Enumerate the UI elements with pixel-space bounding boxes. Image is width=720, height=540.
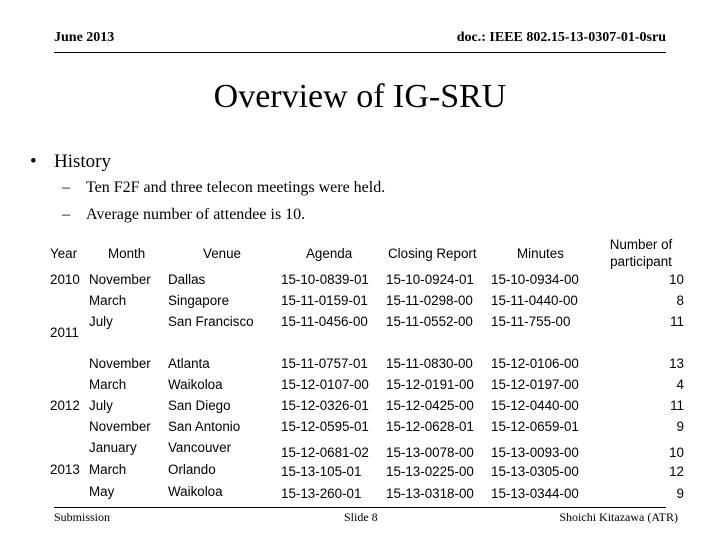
footer-submission: Submission bbox=[54, 510, 111, 524]
cell-month: November bbox=[89, 272, 151, 287]
cell-minutes: 15-12-0106-00 bbox=[491, 356, 579, 371]
cell-venue: Atlanta bbox=[168, 356, 210, 371]
cell-minutes: 15-11-0440-00 bbox=[491, 293, 578, 308]
cell-venue: Waikoloa bbox=[168, 377, 223, 392]
sub-bullet-text: Average number of attendee is 10. bbox=[86, 206, 306, 223]
cell-minutes: 15-13-0305-00 bbox=[491, 464, 579, 479]
cell-venue: San Diego bbox=[168, 398, 231, 413]
cell-month: March bbox=[89, 377, 127, 392]
cell-month: July bbox=[89, 314, 113, 329]
cell-month: November bbox=[89, 356, 151, 371]
cell-participants: 12 bbox=[669, 464, 684, 479]
col-header-month: Month bbox=[108, 246, 146, 261]
col-header-closing-report: Closing Report bbox=[388, 246, 477, 261]
footer-slide-number: Slide 8 bbox=[344, 510, 378, 524]
cell-agenda: 15-11-0757-01 bbox=[281, 356, 368, 371]
dash-icon: – bbox=[62, 206, 70, 223]
cell-participants: 10 bbox=[669, 445, 684, 460]
cell-participants: 4 bbox=[676, 377, 684, 392]
col-header-venue: Venue bbox=[203, 246, 241, 261]
cell-month: March bbox=[89, 462, 127, 477]
cell-agenda: 15-12-0326-01 bbox=[281, 398, 369, 413]
bullet-history-text: History bbox=[54, 151, 111, 172]
cell-agenda: 15-13-105-01 bbox=[281, 464, 362, 479]
cell-venue: San Antonio bbox=[168, 419, 241, 434]
header-date: June 2013 bbox=[54, 30, 115, 45]
footer-author: Shoichi Kitazawa (ATR) bbox=[559, 510, 678, 524]
bullet-dot-icon: • bbox=[30, 151, 37, 172]
cell-closing-report: 15-11-0830-00 bbox=[386, 356, 473, 371]
cell-minutes: 15-10-0934-00 bbox=[491, 272, 579, 287]
sub-bullet bbox=[62, 206, 305, 224]
col-header-agenda: Agenda bbox=[306, 246, 353, 261]
cell-venue: Dallas bbox=[168, 272, 206, 287]
cell-agenda: 15-11-0456-00 bbox=[281, 314, 368, 329]
cell-closing-report: 15-12-0191-00 bbox=[386, 377, 474, 392]
bullet-history bbox=[30, 151, 111, 173]
cell-agenda: 15-12-0107-00 bbox=[281, 377, 369, 392]
cell-agenda: 15-10-0839-01 bbox=[281, 272, 369, 287]
footer-rule bbox=[54, 507, 666, 508]
col-header-participants-line2: participant bbox=[610, 254, 672, 269]
dash-icon: – bbox=[62, 179, 70, 196]
cell-minutes: 15-13-0093-00 bbox=[491, 445, 579, 460]
cell-venue: Waikoloa bbox=[168, 484, 223, 499]
cell-minutes: 15-11-755-00 bbox=[491, 314, 571, 329]
cell-participants: 10 bbox=[669, 272, 684, 287]
sub-bullet-text: Ten F2F and three telecon meetings were held. bbox=[86, 179, 386, 196]
cell-closing-report: 15-13-0078-00 bbox=[386, 445, 474, 460]
cell-venue: Vancouver bbox=[168, 440, 232, 455]
cell-participants: 11 bbox=[670, 398, 684, 413]
cell-month: January bbox=[89, 440, 137, 455]
cell-year: 2013 bbox=[50, 462, 80, 477]
cell-minutes: 15-12-0440-00 bbox=[491, 398, 579, 413]
cell-month: March bbox=[89, 293, 127, 308]
cell-month: November bbox=[89, 419, 151, 434]
cell-participants: 11 bbox=[670, 314, 684, 329]
col-header-year: Year bbox=[50, 246, 78, 261]
cell-participants: 9 bbox=[676, 419, 684, 434]
cell-year: 2012 bbox=[50, 398, 80, 413]
sub-bullet bbox=[62, 179, 385, 197]
cell-minutes: 15-12-0659-01 bbox=[491, 419, 579, 434]
cell-closing-report: 15-11-0298-00 bbox=[386, 293, 473, 308]
cell-month: May bbox=[89, 484, 115, 499]
cell-closing-report: 15-13-0318-00 bbox=[386, 486, 474, 501]
cell-year: 2010 bbox=[50, 272, 80, 287]
cell-participants: 9 bbox=[676, 486, 684, 501]
header-doc-id: doc.: IEEE 802.15-13-0307-01-0sru bbox=[456, 30, 666, 45]
cell-venue: Singapore bbox=[168, 293, 230, 308]
slide-title: Overview of IG-SRU bbox=[213, 78, 507, 115]
cell-agenda: 15-11-0159-01 bbox=[281, 293, 368, 308]
cell-closing-report: 15-10-0924-01 bbox=[386, 272, 474, 287]
cell-minutes: 15-13-0344-00 bbox=[491, 486, 579, 501]
cell-agenda: 15-13-260-01 bbox=[281, 486, 362, 501]
cell-minutes: 15-12-0197-00 bbox=[491, 377, 579, 392]
cell-closing-report: 15-11-0552-00 bbox=[386, 314, 473, 329]
cell-participants: 13 bbox=[669, 356, 684, 371]
header-rule bbox=[54, 52, 666, 53]
cell-closing-report: 15-12-0628-01 bbox=[386, 419, 474, 434]
cell-year: 2011 bbox=[50, 325, 79, 340]
cell-closing-report: 15-13-0225-00 bbox=[386, 464, 474, 479]
cell-venue: Orlando bbox=[168, 462, 216, 477]
cell-venue: San Francisco bbox=[168, 314, 254, 329]
cell-agenda: 15-12-0681-02 bbox=[281, 445, 369, 460]
cell-closing-report: 15-12-0425-00 bbox=[386, 398, 474, 413]
col-header-participants-line1: Number of bbox=[609, 237, 673, 252]
cell-agenda: 15-12-0595-01 bbox=[281, 419, 369, 434]
cell-month: July bbox=[89, 398, 113, 413]
col-header-minutes: Minutes bbox=[517, 246, 564, 261]
cell-participants: 8 bbox=[676, 293, 684, 308]
